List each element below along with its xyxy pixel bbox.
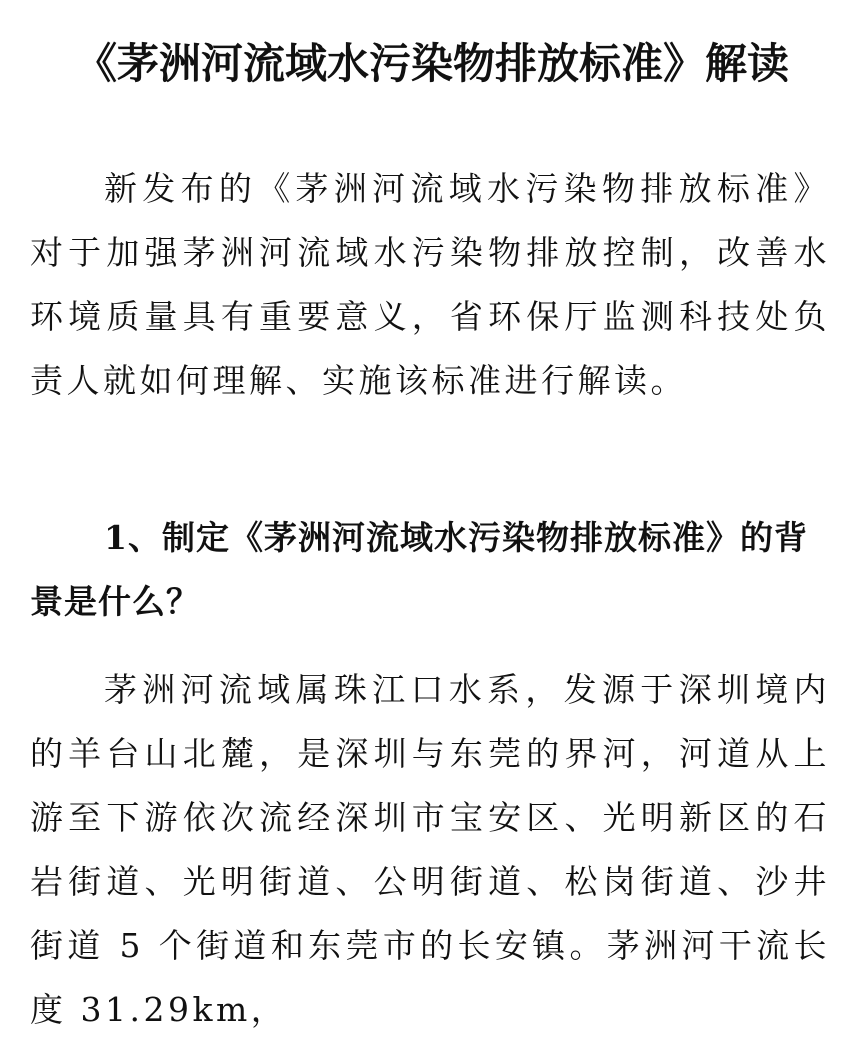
article-title: 《茅洲河流域水污染物排放标准》解读: [74, 39, 789, 88]
section-heading: 1、制定《茅洲河流域水污染物排放标准》的背景是什么？: [30, 518, 808, 621]
intro-paragraph: 新发布的《茅洲河流域水污染物排放标准》对于加强茅洲河流域水污染物排放控制，改善水环境质量具有重要意义，省环保厅监测科技处负责人就如何理解、实施该标准进行解读。: [30, 169, 830, 400]
section-body-paragraph: 茅洲河流域属珠江口水系，发源于深圳境内的羊台山北麓，是深圳与东莞的界河，河道从上游至下游依次流经深圳市宝安区、光明新区的石岩街道、光明街道、公明街道、松岗街道、沙井街道 5 个街道和东莞市的长安镇。茅洲河干流长度 31.29km，: [30, 670, 830, 1029]
